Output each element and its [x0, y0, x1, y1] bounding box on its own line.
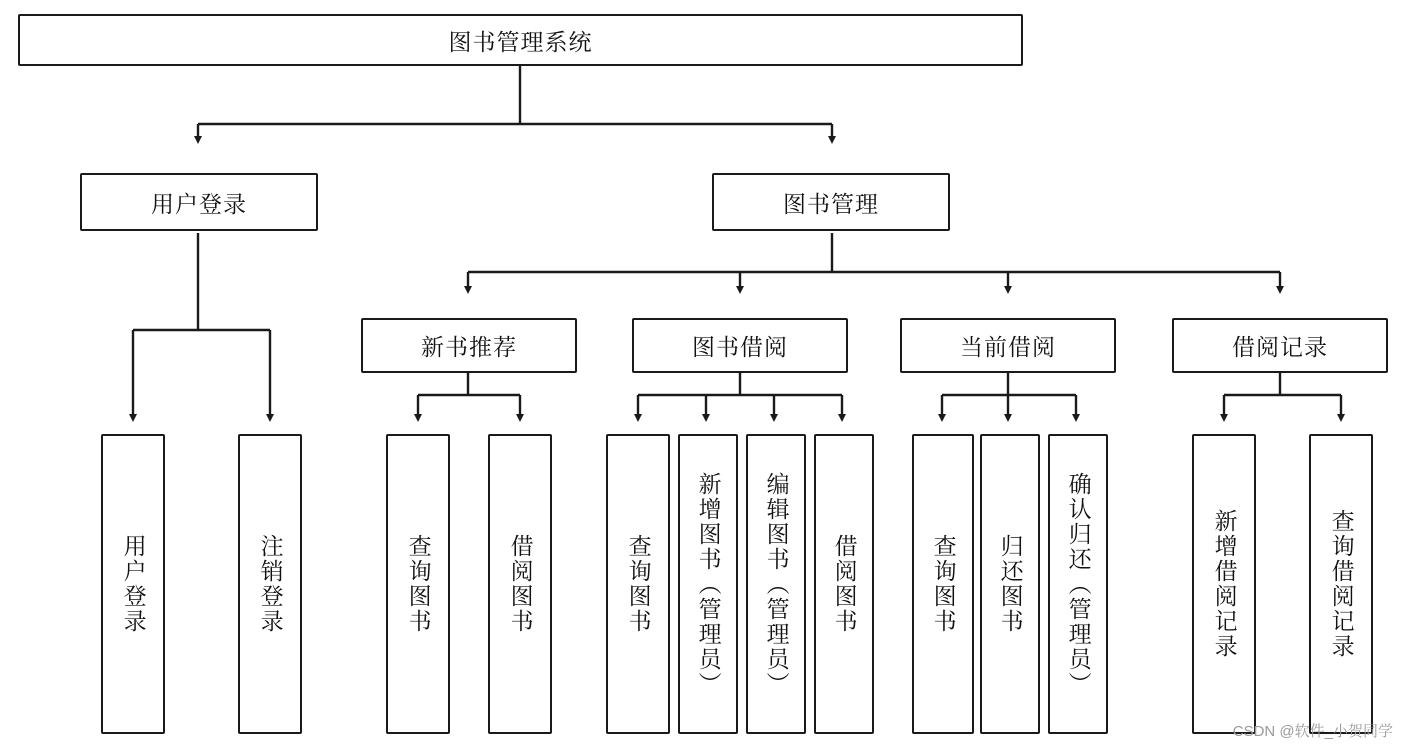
- node-user-login-label: 用户登录: [151, 190, 247, 217]
- node-leaf-user-login[interactable]: [101, 434, 165, 734]
- node-leaf-query-book-3[interactable]: [912, 434, 974, 734]
- node-new-book-recommend-label: 新书推荐: [421, 334, 517, 360]
- node-leaf-add-book-label: 新增图书（管理员）: [695, 471, 722, 697]
- node-leaf-query-book-3-label: 查询图书: [930, 534, 957, 634]
- node-book-manage[interactable]: [712, 173, 950, 231]
- node-leaf-add-book[interactable]: [678, 434, 738, 734]
- node-leaf-query-record[interactable]: [1309, 434, 1373, 734]
- node-new-book-recommend[interactable]: [361, 318, 577, 373]
- node-book-borrow-label: 图书借阅: [692, 334, 788, 360]
- node-leaf-edit-book-label: 编辑图书（管理员）: [763, 471, 790, 697]
- node-leaf-query-book-1[interactable]: [386, 434, 450, 734]
- node-leaf-borrow-book-2[interactable]: [814, 434, 874, 734]
- node-current-borrow-label: 当前借阅: [960, 334, 1056, 360]
- node-leaf-edit-book[interactable]: [746, 434, 806, 734]
- node-leaf-return-book-label: 归还图书: [997, 534, 1024, 634]
- node-leaf-add-record-label: 新增借阅记录: [1211, 509, 1238, 659]
- node-borrow-record-label: 借阅记录: [1232, 334, 1328, 360]
- node-user-login[interactable]: [80, 173, 318, 231]
- node-root-label: 图书管理系统: [448, 28, 593, 55]
- node-leaf-return-book[interactable]: [980, 434, 1040, 734]
- node-leaf-query-record-label: 查询借阅记录: [1328, 509, 1355, 659]
- node-book-borrow[interactable]: [632, 318, 848, 373]
- node-leaf-query-book-1-label: 查询图书: [405, 534, 432, 634]
- node-leaf-borrow-book-1-label: 借阅图书: [507, 534, 534, 634]
- node-leaf-user-login-label: 用户登录: [120, 534, 147, 634]
- node-leaf-confirm-return[interactable]: [1048, 434, 1108, 734]
- node-leaf-borrow-book-1[interactable]: [488, 434, 552, 734]
- watermark: CSDN @软件_小贺同学: [1232, 723, 1393, 740]
- node-borrow-record[interactable]: [1172, 318, 1388, 373]
- node-book-manage-label: 图书管理: [783, 190, 879, 217]
- node-leaf-logout[interactable]: [238, 434, 302, 734]
- node-leaf-borrow-book-2-label: 借阅图书: [831, 534, 858, 634]
- node-leaf-query-book-2[interactable]: [606, 434, 670, 734]
- node-leaf-confirm-return-label: 确认归还（管理员）: [1065, 471, 1092, 697]
- node-root[interactable]: [18, 14, 1023, 66]
- node-leaf-logout-label: 注销登录: [257, 534, 284, 634]
- node-leaf-add-record[interactable]: [1192, 434, 1256, 734]
- node-leaf-query-book-2-label: 查询图书: [625, 534, 652, 634]
- node-current-borrow[interactable]: [900, 318, 1116, 373]
